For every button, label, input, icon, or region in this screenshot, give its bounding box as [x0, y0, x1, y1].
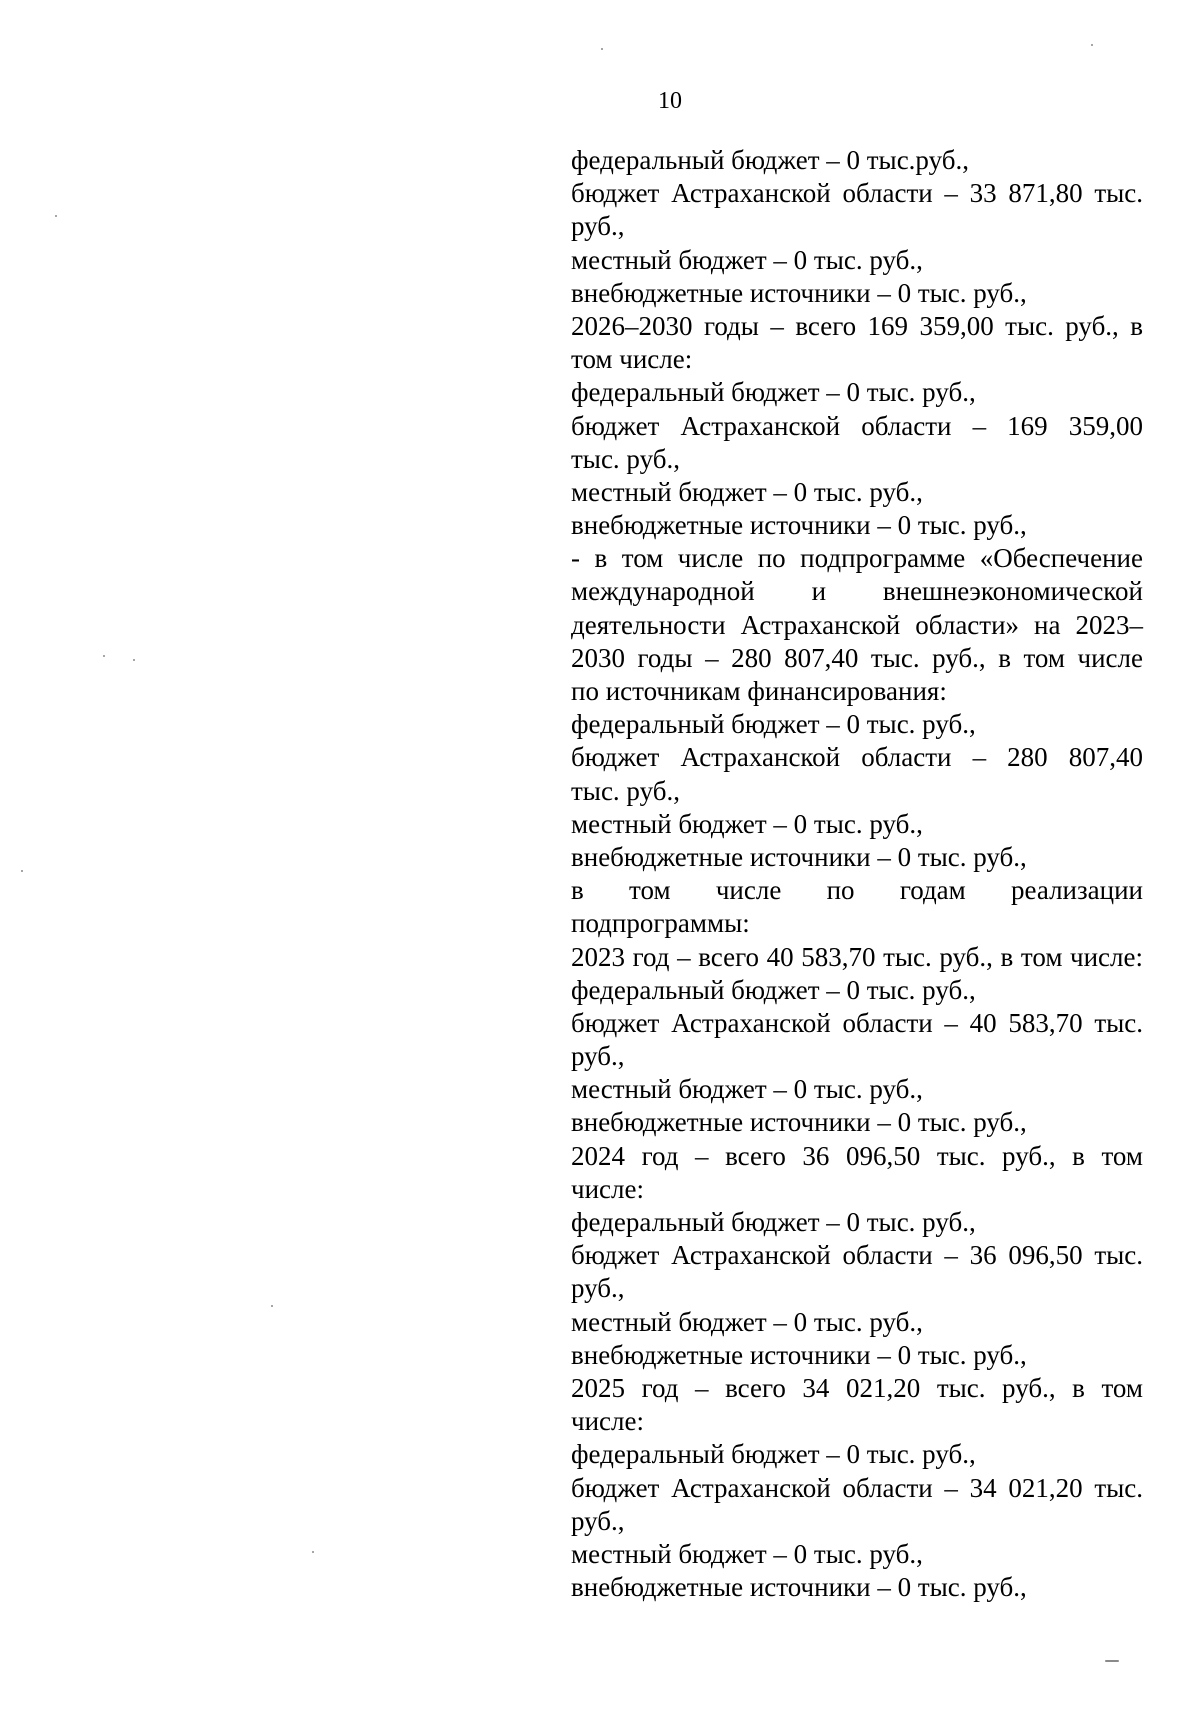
text-line: местный бюджет – 0 тыс. руб.,: [571, 1306, 923, 1337]
text-line: 2024 год – всего 36 096,50 тыс. руб., в том: [571, 1140, 1143, 1171]
scan-speck: [21, 870, 23, 872]
text-line: деятельности Астраханской области» на 2023–: [571, 609, 1143, 640]
text-line: 2023 год – всего 40 583,70 тыс. руб., в том числе:: [571, 941, 1143, 972]
scan-speck: [1105, 1660, 1119, 1662]
scan-speck: [1091, 44, 1093, 46]
text-line: федеральный бюджет – 0 тыс. руб.,: [571, 709, 976, 740]
scan-speck: [103, 655, 105, 657]
text-line: 2030 годы – 280 807,40 тыс. руб., в том числе: [571, 642, 1143, 673]
text-line: бюджет Астраханской области – 34 021,20 тыс.: [571, 1472, 1143, 1503]
text-line: бюджет Астраханской области – 280 807,40: [571, 742, 1143, 773]
text-line: федеральный бюджет – 0 тыс. руб.,: [571, 974, 976, 1005]
text-line: тыс. руб.,: [571, 443, 680, 474]
page-number: 10: [658, 88, 682, 114]
text-line: бюджет Астраханской области – 36 096,50 тыс.: [571, 1240, 1143, 1271]
text-line: руб.,: [571, 1041, 625, 1072]
scan-speck: [601, 48, 603, 50]
text-line: руб.,: [571, 211, 625, 242]
text-line: бюджет Астраханской области – 40 583,70 тыс.: [571, 1007, 1143, 1038]
text-line: - в том числе по подпрограмме «Обеспечение: [571, 543, 1143, 574]
text-line: внебюджетные источники – 0 тыс. руб.,: [571, 1572, 1027, 1603]
text-line: в том числе по годам реализации: [571, 875, 1143, 906]
text-line: внебюджетные источники – 0 тыс. руб.,: [571, 277, 1027, 308]
text-line: местный бюджет – 0 тыс. руб.,: [571, 1074, 923, 1105]
text-line: том числе:: [571, 344, 693, 375]
scan-speck: [133, 659, 135, 661]
document-body: [571, 144, 1143, 1604]
text-line: руб.,: [571, 1505, 625, 1536]
scan-speck: [55, 215, 57, 217]
text-line: местный бюджет – 0 тыс. руб.,: [571, 476, 923, 507]
text-line: местный бюджет – 0 тыс. руб.,: [571, 808, 923, 839]
text-line: федеральный бюджет – 0 тыс. руб.,: [571, 377, 976, 408]
text-line: внебюджетные источники – 0 тыс. руб.,: [571, 1339, 1027, 1370]
text-line: бюджет Астраханской области – 169 359,00: [571, 410, 1143, 441]
scan-speck: [312, 1551, 314, 1553]
text-line: местный бюджет – 0 тыс. руб.,: [571, 244, 923, 275]
text-line: числе:: [571, 1406, 644, 1437]
text-line: местный бюджет – 0 тыс. руб.,: [571, 1538, 923, 1569]
text-line: внебюджетные источники – 0 тыс. руб.,: [571, 841, 1027, 872]
text-line: федеральный бюджет – 0 тыс. руб.,: [571, 1207, 976, 1237]
text-line: внебюджетные источники – 0 тыс. руб.,: [571, 1107, 1027, 1138]
text-line: федеральный бюджет – 0 тыс. руб.,: [571, 1439, 976, 1470]
scan-speck: [271, 1305, 273, 1307]
text-line: руб.,: [571, 1273, 625, 1304]
text-line: бюджет Астраханской области – 33 871,80 тыс.: [571, 178, 1143, 209]
text-line: международной и внешнеэкономической: [571, 576, 1143, 607]
text-line: 2026–2030 годы – всего 169 359,00 тыс. руб., в: [571, 310, 1143, 341]
text-line: внебюджетные источники – 0 тыс. руб.,: [571, 510, 1027, 541]
text-line: подпрограммы:: [571, 908, 750, 939]
text-line: числе:: [571, 1173, 644, 1204]
text-line: 2025 год – всего 34 021,20 тыс. руб., в том: [571, 1372, 1143, 1403]
text-line: по источникам финансирования:: [571, 676, 947, 706]
text-line: федеральный бюджет – 0 тыс.руб.,: [571, 145, 969, 175]
text-line: тыс. руб.,: [571, 775, 680, 806]
